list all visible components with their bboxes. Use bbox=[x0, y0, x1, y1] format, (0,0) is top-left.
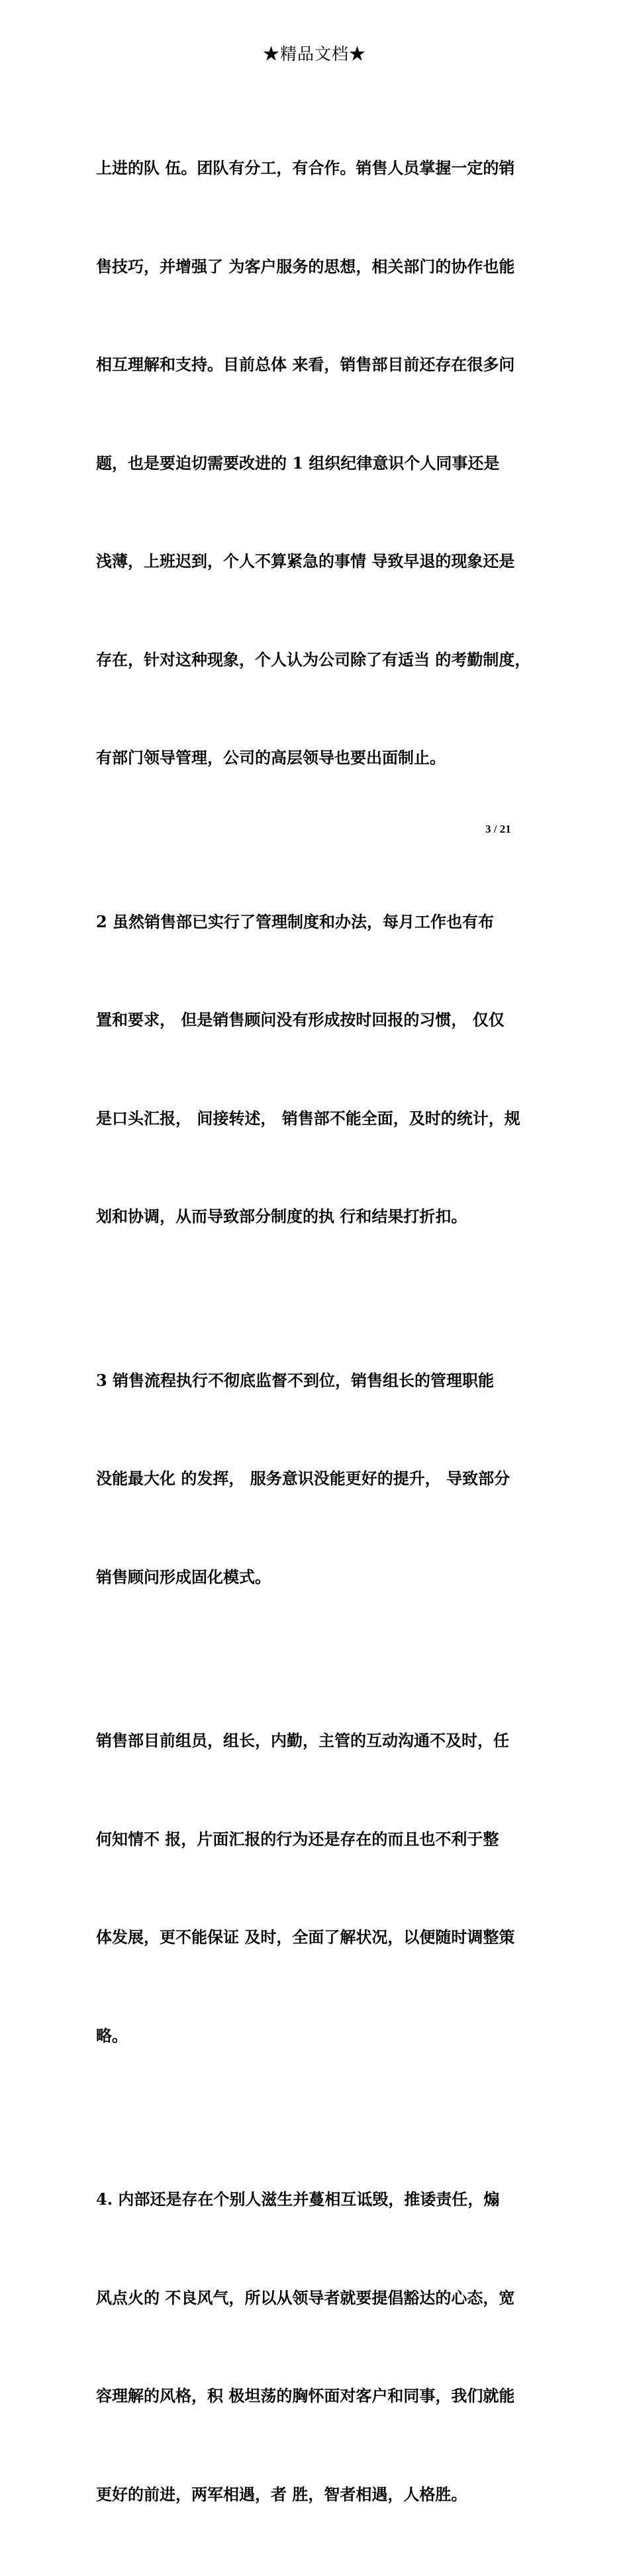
text-line: 略。 bbox=[96, 2025, 128, 2045]
text-line: 划和协调，从而导致部分制度的执 行和结果打折扣。 bbox=[96, 1207, 467, 1226]
text-line: 置和要求， 但是销售顾问没有形成按时回报的习惯， 仅仅 bbox=[96, 1010, 505, 1029]
paragraph bbox=[96, 840, 533, 1299]
page-header-title: ★精品文档★ bbox=[262, 44, 366, 64]
paragraph bbox=[96, 1299, 533, 1659]
paragraph bbox=[96, 86, 533, 840]
document-body bbox=[96, 86, 533, 2576]
paragraph bbox=[96, 1659, 533, 2117]
page-number: 3 / 21 bbox=[485, 823, 511, 835]
text-line: 题，也是要迫切需要改进的 1 组织纪律意识个人同事还是 bbox=[96, 453, 500, 473]
text-line: 相互理解和支持。目前总体 来看，销售部目前还存在很多问 bbox=[96, 355, 515, 374]
text-line: 上进的队 伍。团队有分工，有合作。销售人员掌握一定的销 bbox=[96, 158, 515, 177]
text-line: 4. 内部还是存在个别人滋生并蔓相互诋毁，推诿责任，煽 bbox=[96, 2189, 500, 2209]
paragraph bbox=[96, 2117, 533, 2576]
text-line: 售技巧，并增强了 为客户服务的思想，相关部门的协作也能 bbox=[96, 256, 515, 276]
text-line: 有部门领导管理，公司的高层领导也要出面制止。 bbox=[96, 748, 446, 767]
text-line: 风点火的 不良风气，所以从领导者就要提倡豁达的心态，宽 bbox=[96, 2287, 515, 2307]
text-line: 3 销售流程执行不彻底监督不到位，销售组长的管理职能 bbox=[96, 1370, 495, 1390]
text-line: 体发展，更不能保证 及时，全面了解状况，以便随时调整策 bbox=[96, 1927, 515, 1947]
text-line: 销售顾问形成固化模式。 bbox=[96, 1567, 271, 1587]
text-line: 没能最大化 的发挥， 服务意识没能更好的提升， 导致部分 bbox=[96, 1469, 510, 1488]
text-line: 浅薄，上班迟到，个人不算紧急的事情 导致早退的现象还是 bbox=[96, 551, 515, 571]
text-line: 存在，针对这种现象，个人认为公司除了有适当 的考勤制度， bbox=[96, 649, 531, 669]
text-line: 2 虽然销售部已实行了管理制度和办法，每月工作也有布 bbox=[96, 911, 495, 931]
text-line: 容理解的风格，积 极坦荡的胸怀面对客户和同事，我们就能 bbox=[96, 2386, 515, 2405]
text-line: 销售部目前组员，组长，内勤，主管的互动沟通不及时，任 bbox=[96, 1731, 509, 1750]
text-line: 何知情不 报，片面汇报的行为还是存在的而且也不利于整 bbox=[96, 1829, 499, 1849]
text-line: 更好的前进，两军相遇，者 胜，智者相遇，人格胜。 bbox=[96, 2484, 467, 2504]
text-line: 是口头汇报， 间接转述， 销售部不能全面，及时的统计，规 bbox=[96, 1108, 520, 1128]
